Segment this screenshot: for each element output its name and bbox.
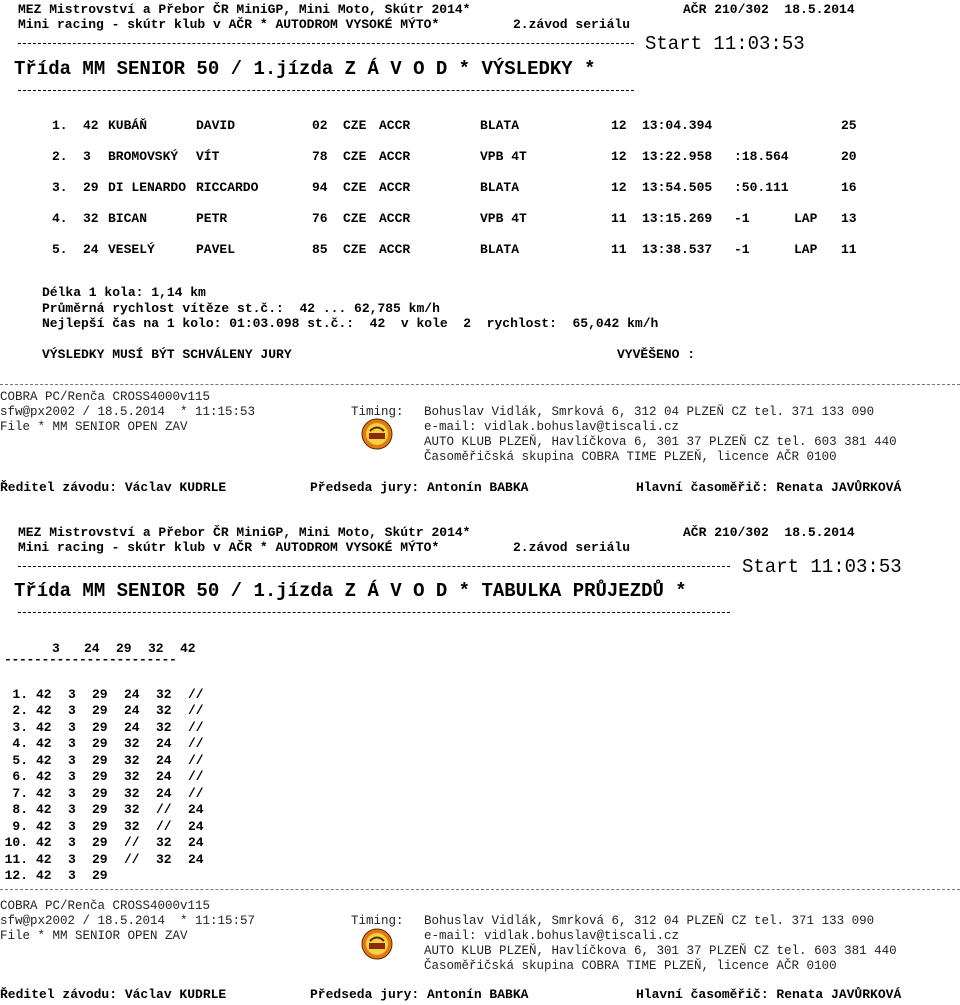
table-cell: 3 xyxy=(68,703,76,719)
table-cell: 29 xyxy=(92,686,108,702)
start-time: Start 11:03:53 xyxy=(645,33,805,55)
table-cell: 4. xyxy=(52,211,68,226)
column-header: 24 xyxy=(84,640,100,656)
approval-note: VÝSLEDKY MUSÍ BÝT SCHVÁLENY JURY xyxy=(42,347,292,362)
table-cell: 29 xyxy=(92,785,108,801)
table-cell: 32 xyxy=(156,703,172,719)
divider xyxy=(18,90,634,91)
table-cell: 11. xyxy=(4,851,28,867)
table-row xyxy=(4,752,220,769)
table-cell: BROMOVSKÝ xyxy=(108,149,179,164)
table-cell: 11 xyxy=(611,242,627,257)
table-cell: CZE xyxy=(343,149,367,164)
table-cell: ACCR xyxy=(379,180,411,195)
race-director: Ředitel závodu: Václav KUDRLE xyxy=(0,987,227,1002)
table-cell: // xyxy=(188,752,204,768)
round-label: 2.závod seriálu xyxy=(513,540,631,555)
table-cell: VPB 4T xyxy=(480,211,527,226)
table-cell: BLATA xyxy=(480,242,520,257)
table-cell: 29 xyxy=(92,769,108,785)
table-row xyxy=(4,719,220,736)
table-cell: 3 xyxy=(68,719,76,735)
table-cell: 7. xyxy=(12,785,28,801)
column-header: 42 xyxy=(180,640,196,656)
table-cell: 24 xyxy=(124,686,140,702)
table-cell: ACCR xyxy=(379,149,411,164)
table-cell: BICAN xyxy=(108,211,148,226)
table-cell: ACCR xyxy=(379,211,411,226)
table-cell: 12 xyxy=(611,118,627,133)
table-cell: 24 xyxy=(156,785,172,801)
table-cell: 24 xyxy=(124,719,140,735)
table-cell: 1. xyxy=(52,118,68,133)
table-cell: // xyxy=(188,769,204,785)
best-lap: Nejlepší čas na 1 kolo: 01:03.098 st.č.: 42 v kole 2 rychlost: 65,042 km/h xyxy=(42,316,659,331)
table-cell: :18.564 xyxy=(734,149,789,164)
table-cell: PETR xyxy=(196,211,228,226)
divider xyxy=(0,889,960,890)
column-header: 29 xyxy=(116,640,132,656)
table-cell: 42 xyxy=(36,736,52,752)
round-label: 2.závod seriálu xyxy=(513,17,631,32)
table-cell: 29 xyxy=(83,180,99,195)
table-cell: 3. xyxy=(52,180,68,195)
table-cell: 12 xyxy=(611,149,627,164)
table-cell: 32 xyxy=(156,719,172,735)
license-date: AČR 210/302 18.5.2014 xyxy=(683,525,855,540)
table-cell: ACCR xyxy=(379,242,411,257)
table-cell: 5. xyxy=(52,242,68,257)
table-cell: 16 xyxy=(841,180,857,195)
table-cell: 3 xyxy=(68,752,76,768)
table-cell: 12. xyxy=(4,868,28,884)
timing-email: e-mail: vidlak.bohuslav@tiscali.cz xyxy=(424,420,680,434)
table-cell: 29 xyxy=(92,736,108,752)
table-cell: 32 xyxy=(124,818,140,834)
table-row xyxy=(52,234,871,265)
table-cell: 3 xyxy=(68,818,76,834)
table-cell: 13:15.269 xyxy=(642,211,713,226)
column-header: 3 xyxy=(52,640,60,656)
table-cell: 42 xyxy=(36,802,52,818)
table-cell: 24 xyxy=(188,835,204,851)
table-cell: 42 xyxy=(36,851,52,867)
file-line: File * MM SENIOR OPEN ZAV xyxy=(0,420,188,434)
table-cell: 25 xyxy=(841,118,857,133)
table-cell: 1. xyxy=(12,686,28,702)
table-cell: 2. xyxy=(52,149,68,164)
sfw-line: sfw@px2002 / 18.5.2014 * 11:15:53 xyxy=(0,405,256,419)
table-row xyxy=(4,686,220,703)
club-line: Mini racing - skútr klub v AČR * AUTODROM VYSOKÉ MÝTO* xyxy=(18,17,440,32)
timing-label: Timing: xyxy=(351,914,404,928)
start-time: Start 11:03:53 xyxy=(742,556,902,578)
table-cell: // xyxy=(156,802,172,818)
table-cell: 9. xyxy=(12,818,28,834)
table-cell: 24 xyxy=(156,752,172,768)
table-cell: 4. xyxy=(12,736,28,752)
table-cell: 13 xyxy=(841,211,857,226)
table-row xyxy=(52,172,871,203)
table-cell: -1 xyxy=(734,242,750,257)
table-cell: 29 xyxy=(92,719,108,735)
table-cell: LAP xyxy=(794,242,818,257)
table-cell: 3 xyxy=(68,835,76,851)
table-row xyxy=(4,835,220,852)
column-header: 32 xyxy=(148,640,164,656)
table-cell: 32 xyxy=(83,211,99,226)
table-cell: CZE xyxy=(343,180,367,195)
table-cell: DAVID xyxy=(196,118,236,133)
table-cell: // xyxy=(188,703,204,719)
table-cell: // xyxy=(188,736,204,752)
table-cell: 32 xyxy=(124,802,140,818)
cobra-time-logo-icon xyxy=(361,928,393,960)
table-cell: // xyxy=(124,835,140,851)
club-address: AUTO KLUB PLZEŇ, Havlíčkova 6, 301 37 PLZEŇ CZ tel. 603 381 440 xyxy=(424,944,897,958)
table-cell: 29 xyxy=(92,802,108,818)
table-cell: LAP xyxy=(794,211,818,226)
table-cell: 42 xyxy=(36,752,52,768)
timing-address: Bohuslav Vidlák, Smrková 6, 312 04 PLZEŇ CZ tel. 371 133 090 xyxy=(424,405,875,419)
table-cell: 32 xyxy=(124,752,140,768)
table-cell: // xyxy=(156,818,172,834)
table-cell: 42 xyxy=(36,835,52,851)
table-cell xyxy=(124,868,156,885)
table-cell: 32 xyxy=(124,785,140,801)
sfw-line: sfw@px2002 / 18.5.2014 * 11:15:57 xyxy=(0,914,256,928)
table-cell: 78 xyxy=(312,149,328,164)
table-row xyxy=(4,785,220,802)
chief-timekeeper: Hlavní časoměřič: Renata JAVŮRKOVÁ xyxy=(636,987,902,1002)
table-cell: // xyxy=(188,686,204,702)
avg-speed: Průměrná rychlost vítěze st.č.: 42 ... 62,785 km/h xyxy=(42,301,440,316)
table-cell: 3 xyxy=(68,769,76,785)
jury-president: Předseda jury: Antonín BABKA xyxy=(310,987,529,1002)
event-line: MEZ Mistrovství a Přebor ČR MiniGP, Mini Moto, Skútr 2014* xyxy=(18,2,471,17)
results-table xyxy=(52,110,871,265)
table-cell: 3. xyxy=(12,719,28,735)
table-row xyxy=(4,818,220,835)
timing-license: Časoměřičská skupina COBRA TIME PLZEŇ, licence AČR 0100 xyxy=(424,450,837,464)
table-cell: // xyxy=(124,851,140,867)
table-row xyxy=(52,141,871,172)
table-cell: 3 xyxy=(68,868,76,884)
table-cell: 10. xyxy=(4,835,28,851)
table-cell: ACCR xyxy=(379,118,411,133)
table-cell: 32 xyxy=(156,686,172,702)
table-cell: 32 xyxy=(156,851,172,867)
table-cell: 13:54.505 xyxy=(642,180,713,195)
table-cell: 2. xyxy=(12,703,28,719)
table-cell: 29 xyxy=(92,835,108,851)
table-cell: 94 xyxy=(312,180,328,195)
table-cell: 24 xyxy=(188,802,204,818)
table-cell: CZE xyxy=(343,242,367,257)
table-cell: RICCARDO xyxy=(196,180,259,195)
table-cell: 8. xyxy=(12,802,28,818)
table-cell: // xyxy=(188,719,204,735)
table-cell: 42 xyxy=(36,769,52,785)
table-row xyxy=(4,703,220,720)
table-cell: VESELÝ xyxy=(108,242,155,257)
table-cell: PAVEL xyxy=(196,242,236,257)
divider xyxy=(18,566,730,567)
table-row xyxy=(4,851,220,868)
table-cell: 13:04.394 xyxy=(642,118,713,133)
table-cell: 32 xyxy=(124,769,140,785)
table-cell: 6. xyxy=(12,769,28,785)
table-cell: 24 xyxy=(156,736,172,752)
club-address: AUTO KLUB PLZEŇ, Havlíčkova 6, 301 37 PLZEŇ CZ tel. 603 381 440 xyxy=(424,435,897,449)
table-cell: 42 xyxy=(36,703,52,719)
table-row xyxy=(52,203,871,234)
table-cell xyxy=(734,110,794,141)
table-cell: 3 xyxy=(68,802,76,818)
table-cell: 12 xyxy=(611,180,627,195)
table-cell: BLATA xyxy=(480,180,520,195)
timing-label: Timing: xyxy=(351,405,404,419)
jury-president: Předseda jury: Antonín BABKA xyxy=(310,480,529,495)
table-row xyxy=(4,736,220,753)
table-cell: 3 xyxy=(68,736,76,752)
table-cell: 24 xyxy=(188,818,204,834)
lap-length: Délka 1 kola: 1,14 km xyxy=(42,285,206,300)
table-row xyxy=(4,802,220,819)
table-row xyxy=(52,110,871,141)
table-cell: CZE xyxy=(343,211,367,226)
chief-timekeeper: Hlavní časoměřič: Renata JAVŮRKOVÁ xyxy=(636,480,902,495)
club-line: Mini racing - skútr klub v AČR * AUTODROM VYSOKÉ MÝTO* xyxy=(18,540,440,555)
table-cell: 76 xyxy=(312,211,328,226)
page-title: Třída MM SENIOR 50 / 1.jízda Z Á V O D * VÝSLEDKY * xyxy=(14,58,596,80)
table-cell: 24 xyxy=(156,769,172,785)
table-cell: 3 xyxy=(68,851,76,867)
table-cell xyxy=(156,868,188,885)
table-cell: DI LENARDO xyxy=(108,180,187,195)
table-cell: 02 xyxy=(312,118,328,133)
table-cell: -1 xyxy=(734,211,750,226)
table-cell: 29 xyxy=(92,818,108,834)
table-cell: 42 xyxy=(36,785,52,801)
software-line: COBRA PC/Renča CROSS4000v115 xyxy=(0,899,211,913)
table-cell xyxy=(188,868,220,885)
table-cell: KUBÁŇ xyxy=(108,118,148,133)
table-cell: 85 xyxy=(312,242,328,257)
passes-table xyxy=(4,686,220,884)
table-cell: 3 xyxy=(83,149,91,164)
table-cell: 3 xyxy=(68,785,76,801)
table-cell: 3 xyxy=(68,686,76,702)
timing-address: Bohuslav Vidlák, Smrková 6, 312 04 PLZEŇ CZ tel. 371 133 090 xyxy=(424,914,875,928)
table-cell: 32 xyxy=(124,736,140,752)
table-cell: 42 xyxy=(83,118,99,133)
table-row xyxy=(4,868,220,885)
table-cell xyxy=(794,110,841,141)
timing-license: Časoměřičská skupina COBRA TIME PLZEŇ, licence AČR 0100 xyxy=(424,959,837,973)
table-cell: 29 xyxy=(92,703,108,719)
table-cell: // xyxy=(188,785,204,801)
divider xyxy=(18,43,634,44)
table-cell: 42 xyxy=(36,818,52,834)
page-title: Třída MM SENIOR 50 / 1.jízda Z Á V O D * TABULKA PRŮJEZDŮ * xyxy=(14,580,687,602)
table-cell: 5. xyxy=(12,752,28,768)
software-line: COBRA PC/Renča CROSS4000v115 xyxy=(0,390,211,404)
table-cell xyxy=(794,141,841,172)
table-cell: 42 xyxy=(36,719,52,735)
race-director: Ředitel závodu: Václav KUDRLE xyxy=(0,480,227,495)
table-cell: 11 xyxy=(841,242,857,257)
header-underline: ----------------------- xyxy=(4,652,177,667)
table-cell: 13:22.958 xyxy=(642,149,713,164)
table-cell: BLATA xyxy=(480,118,520,133)
table-cell xyxy=(794,172,841,203)
table-cell: 13:38.537 xyxy=(642,242,713,257)
table-cell: 24 xyxy=(124,703,140,719)
table-cell: 24 xyxy=(188,851,204,867)
divider xyxy=(0,384,960,385)
table-cell: :50.111 xyxy=(734,180,789,195)
table-cell: 11 xyxy=(611,211,627,226)
license-date: AČR 210/302 18.5.2014 xyxy=(683,2,855,17)
table-cell: 42 xyxy=(36,686,52,702)
table-cell: 32 xyxy=(156,835,172,851)
table-cell: CZE xyxy=(343,118,367,133)
posted-label: VYVĚŠENO : xyxy=(617,347,696,362)
table-cell: VÍT xyxy=(196,149,220,164)
timing-email: e-mail: vidlak.bohuslav@tiscali.cz xyxy=(424,929,680,943)
table-cell: 29 xyxy=(92,868,108,884)
table-cell: 29 xyxy=(92,752,108,768)
event-line: MEZ Mistrovství a Přebor ČR MiniGP, Mini Moto, Skútr 2014* xyxy=(18,525,471,540)
table-cell: 20 xyxy=(841,149,857,164)
table-cell: 29 xyxy=(92,851,108,867)
file-line: File * MM SENIOR OPEN ZAV xyxy=(0,929,188,943)
table-cell: 24 xyxy=(83,242,99,257)
table-cell: 42 xyxy=(36,868,52,884)
divider xyxy=(18,612,730,613)
table-cell: VPB 4T xyxy=(480,149,527,164)
table-row xyxy=(4,769,220,786)
cobra-time-logo-icon xyxy=(361,418,393,450)
